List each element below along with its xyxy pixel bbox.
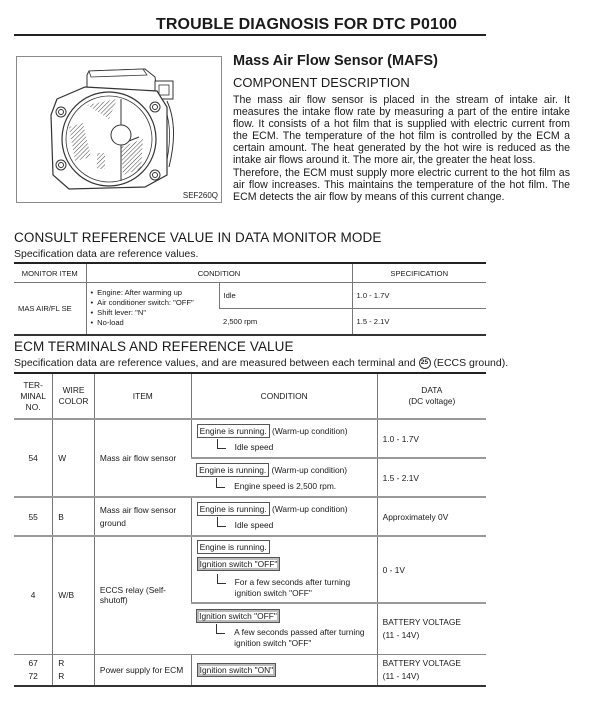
consult-table bbox=[14, 262, 486, 336]
condition-cell bbox=[191, 603, 377, 654]
item-cell: Mass air flow sensor bbox=[94, 419, 191, 497]
ecm-note-suffix: (ECCS ground). bbox=[433, 357, 509, 369]
condition-bullet: • Shift lever: "N" bbox=[91, 308, 215, 318]
header-line: COLOR bbox=[58, 396, 89, 406]
data-cell bbox=[377, 603, 486, 654]
wire-color-cell bbox=[53, 654, 95, 686]
figure-code: SEF260Q bbox=[182, 191, 218, 200]
header-line: WIRE bbox=[62, 385, 85, 395]
table-row bbox=[14, 419, 486, 458]
component-subtitle: COMPONENT DESCRIPTION bbox=[233, 75, 410, 90]
specification-cell: 1.5 - 2.1V bbox=[352, 309, 486, 335]
component-figure bbox=[16, 56, 222, 203]
title-rule bbox=[14, 34, 486, 36]
description-paragraph: Therefore, the ECM must supply more electric current to the hot film as air flow increases. This maintains the temperature of the hot film. The ECM detects the air flow by means of this current change. bbox=[233, 166, 570, 203]
table-row bbox=[14, 283, 486, 309]
item-cell: Power supply for ECM bbox=[94, 654, 191, 686]
sub-condition-cell: 2,500 rpm bbox=[219, 309, 352, 335]
condition-box: Engine is running. bbox=[197, 502, 270, 516]
data-cell: Approximately 0V bbox=[377, 497, 486, 536]
terminal-cell: 54 bbox=[14, 419, 53, 497]
terminal-cell: 55 bbox=[14, 497, 53, 536]
sub-condition: For a few seconds after turning ignition switch "OFF" bbox=[217, 577, 373, 599]
wire-color-cell: W bbox=[53, 419, 95, 497]
wire-line: R bbox=[58, 670, 65, 681]
condition-list-cell bbox=[86, 283, 219, 335]
header-line: NO. bbox=[25, 401, 41, 412]
data-cell bbox=[377, 654, 486, 686]
monitor-item-cell: MAS AIR/FL SE bbox=[14, 283, 86, 335]
terminal-cell bbox=[14, 654, 53, 686]
wire-line: R bbox=[58, 657, 65, 668]
condition-bullet: • Air conditioner switch: "OFF" bbox=[91, 298, 215, 308]
item-cell: ECCS relay (Self-shutoff) bbox=[94, 536, 191, 654]
condition-box: Engine is running. bbox=[197, 424, 270, 438]
table-row bbox=[14, 536, 486, 603]
condition-box: Engine is running. bbox=[197, 540, 270, 554]
condition-box: Ignition switch "ON" bbox=[197, 663, 276, 677]
terminal-cell: 4 bbox=[14, 536, 53, 654]
column-header-terminal bbox=[14, 373, 53, 419]
header-line: DATA bbox=[421, 385, 443, 395]
data-line: (11 - 14V) bbox=[382, 670, 420, 681]
column-header-specification: SPECIFICATION bbox=[352, 263, 486, 283]
data-cell: 0 - 1V bbox=[377, 536, 486, 603]
sub-condition: Idle speed bbox=[217, 520, 373, 531]
condition-cell bbox=[191, 419, 377, 458]
header-line: MINAL bbox=[20, 390, 46, 401]
condition-extra: (Warm-up condition) bbox=[271, 465, 348, 475]
ecm-terminals-table bbox=[14, 372, 486, 687]
ecm-header-row bbox=[14, 373, 486, 419]
sub-condition: Engine speed is 2,500 rpm. bbox=[216, 481, 372, 492]
header-line: TER- bbox=[23, 379, 43, 390]
sub-condition: A few seconds passed after turning ignition switch "OFF" bbox=[216, 627, 372, 649]
component-title: Mass Air Flow Sensor (MAFS) bbox=[233, 53, 438, 69]
ecm-section-title: ECM TERMINALS AND REFERENCE VALUE bbox=[14, 339, 294, 354]
ecm-note-text: Specification data are reference values, and are measured between each terminal and bbox=[14, 357, 416, 369]
table-row bbox=[14, 654, 486, 686]
condition-cell bbox=[191, 536, 377, 603]
column-header-wire-color bbox=[53, 373, 95, 419]
data-cell: 1.5 - 2.1V bbox=[377, 458, 486, 497]
data-cell: 1.0 - 1.7V bbox=[377, 419, 486, 458]
item-cell: Mass air flow sensor ground bbox=[94, 497, 191, 536]
header-line: (DC voltage) bbox=[408, 396, 456, 406]
condition-extra: (Warm-up condition) bbox=[272, 426, 348, 436]
column-header-condition: CONDITION bbox=[191, 373, 377, 419]
condition-extra: (Warm-up condition) bbox=[272, 504, 348, 514]
mass-air-flow-sensor-illustration-icon bbox=[17, 57, 221, 202]
condition-cell bbox=[191, 497, 377, 536]
terminal-line: 67 bbox=[28, 657, 38, 668]
column-header-monitor-item: MONITOR ITEM bbox=[14, 263, 86, 283]
column-header-data bbox=[377, 373, 486, 419]
specification-cell: 1.0 - 1.7V bbox=[352, 283, 486, 309]
terminal-line: 72 bbox=[28, 670, 38, 681]
column-header-condition: CONDITION bbox=[86, 263, 352, 283]
page-title: TROUBLE DIAGNOSIS FOR DTC P0100 bbox=[156, 16, 457, 33]
condition-box: Engine is running. bbox=[196, 463, 269, 477]
wire-color-cell: B bbox=[53, 497, 95, 536]
sub-condition: Idle speed bbox=[217, 442, 373, 453]
description-paragraph: The mass air flow sensor is placed in the stream of intake air. It measures the intake flow rate by measuring a part of the entire intake flow. It consists of a hot film that is supplied with electric current from the ECM. The temperature of the hot film is controlled by the ECM a certain amount. The heat generated by the hot wire is reduced as the intake air flows around it. The more air, the greater the heat loss. bbox=[233, 94, 570, 167]
data-line: BATTERY VOLTAGE bbox=[382, 616, 461, 627]
condition-box: Ignition switch "OFF" bbox=[196, 609, 280, 623]
sub-condition-cell: Idle bbox=[219, 283, 352, 309]
wire-color-cell: W/B bbox=[53, 536, 95, 654]
consult-header-row bbox=[14, 263, 486, 283]
table-row bbox=[14, 497, 486, 536]
component-description bbox=[233, 94, 570, 203]
condition-cell bbox=[191, 654, 377, 686]
condition-cell bbox=[191, 458, 377, 497]
ecm-section-note bbox=[14, 357, 508, 369]
consult-section-title: CONSULT REFERENCE VALUE IN DATA MONITOR MODE bbox=[14, 230, 382, 245]
circled-terminal-number: 25 bbox=[419, 357, 431, 369]
consult-section-note: Specification data are reference values. bbox=[14, 248, 199, 260]
condition-bullet: • Engine: After warming up bbox=[91, 288, 215, 298]
condition-bullet: • No-load bbox=[91, 318, 215, 328]
data-line: BATTERY VOLTAGE bbox=[382, 657, 461, 668]
data-line: (11 - 14V) bbox=[382, 629, 420, 640]
column-header-item: ITEM bbox=[94, 373, 191, 419]
condition-box: Ignition switch "OFF" bbox=[197, 557, 281, 571]
